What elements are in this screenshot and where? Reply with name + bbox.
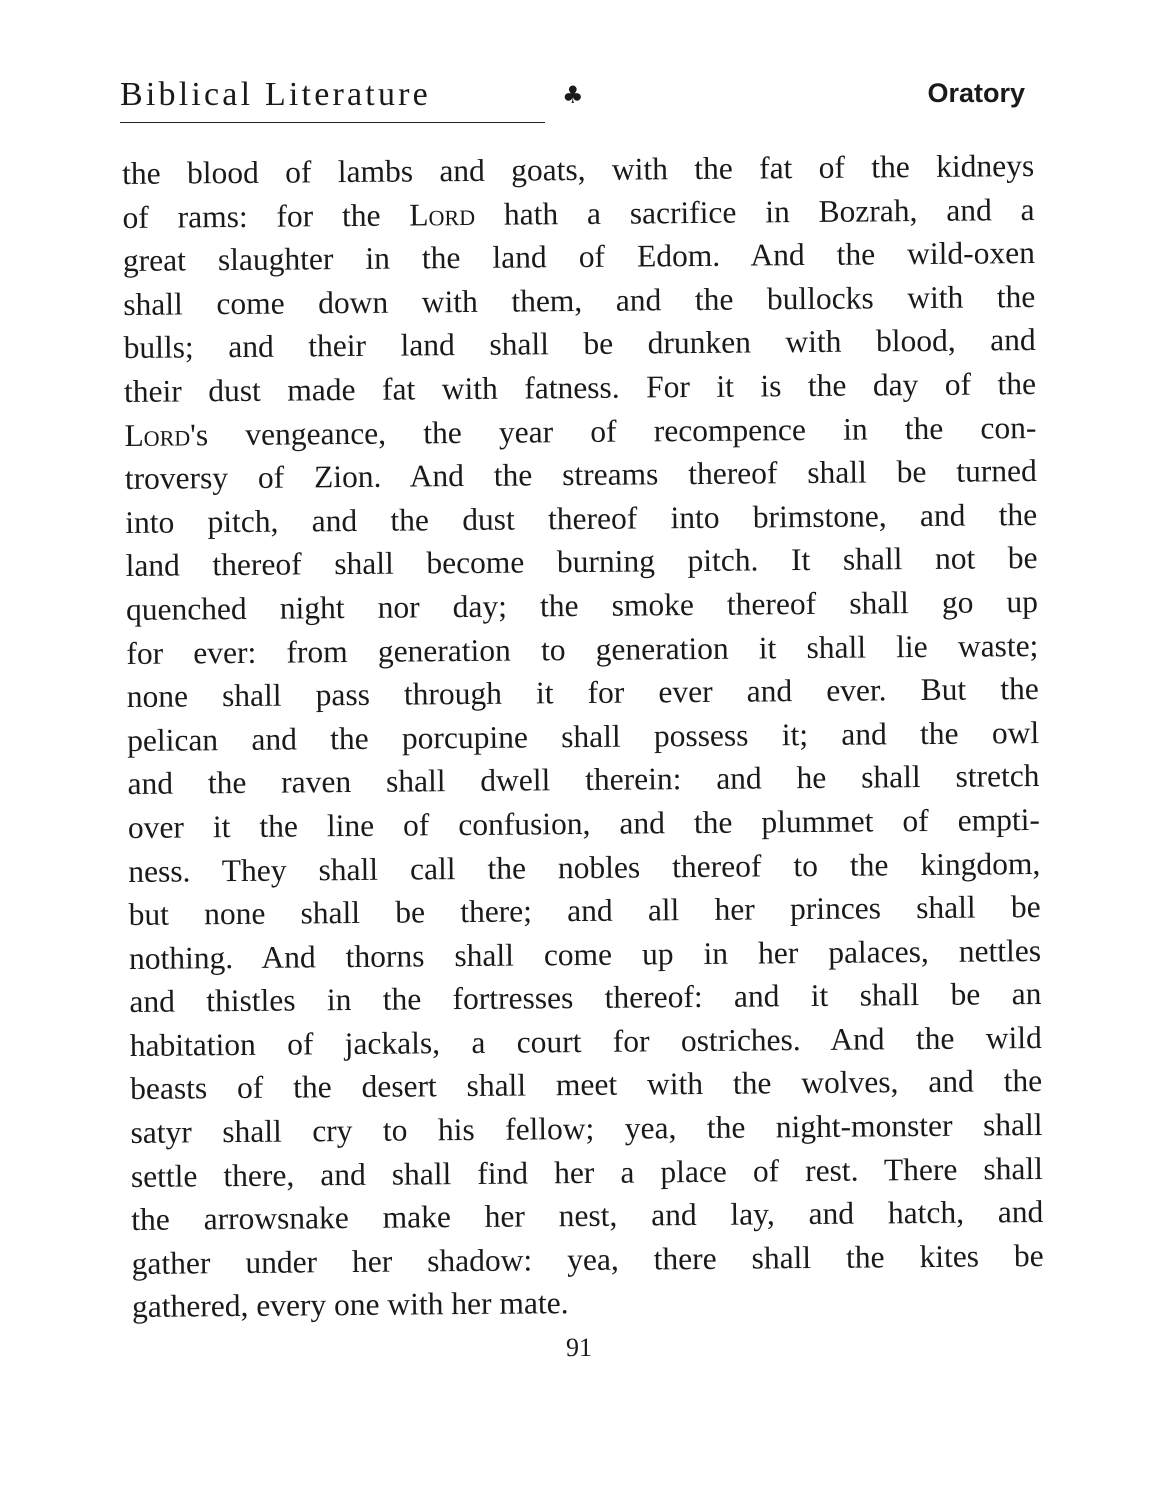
section-title: Oratory (927, 78, 1025, 108)
text-line: quenched night nor day; the smoke thereof shall go up (125, 583, 1039, 627)
text-line: Lord's vengeance, the year of recompence in the con- (124, 409, 1037, 453)
text-line: gather under her shadow: yea, there shall the kites be (131, 1237, 1044, 1281)
text-line: the blood of lambs and goats, with the fat of the kidneys (122, 148, 1035, 191)
text-line: gathered, every one with her mate. (131, 1285, 569, 1325)
fleuron-icon: ♣ (562, 81, 584, 109)
header-rule (120, 122, 545, 123)
text-line: shall come down with them, and the bullocks with the (123, 278, 1036, 322)
text-line: the arrowsnake make her nest, and lay, and hatch, and (131, 1194, 1044, 1238)
running-title: Biblical Literature (120, 76, 431, 113)
text-line: beasts of the desert shall meet with the wolves, and the (130, 1063, 1043, 1107)
text-line: and thistles in the fortresses thereof: and it shall be an (129, 976, 1042, 1020)
text-line: but none shall be there; and all her princes shall be (128, 889, 1041, 933)
text-line: troversy of Zion. And the streams thereof shall be turned (124, 453, 1037, 497)
text-line: bulls; and their land shall be drunken with blood, and (123, 322, 1036, 366)
text-line: and the raven shall dwell therein: and he shall stretch (127, 758, 1040, 802)
text-line: over it the line of confusion, and the plummet of empti- (127, 801, 1041, 845)
text-line: settle there, and shall find her a place of rest. There shall (130, 1150, 1044, 1194)
text-line: habitation of jackals, a court for ostriches. And the wild (129, 1019, 1042, 1063)
text-line: ness. They shall call the nobles thereof to the kingdom, (128, 845, 1041, 889)
text-line: of rams: for the Lord hath a sacrifice in Bozrah, and a (122, 191, 1035, 235)
text-line: for ever: from generation to generation it shall lie waste; (126, 627, 1039, 671)
text-line: their dust made fat with fatness. For it is the day of the (123, 366, 1037, 409)
page-number: 91 (566, 1333, 592, 1362)
text-line: none shall pass through it for ever and ever. But the (126, 671, 1039, 715)
text-line: pelican and the porcupine shall possess it; and the owl (126, 714, 1040, 758)
text-line: great slaughter in the land of Edom. And the wild-oxen (122, 235, 1036, 279)
text-line: nothing. And thorns shall come up in her palaces, nettles (128, 932, 1042, 976)
text-line: into pitch, and the dust thereof into brimstone, and the (125, 496, 1038, 540)
text-line: land thereof shall become burning pitch. It shall not be (125, 540, 1038, 584)
body-text (122, 144, 1044, 1329)
running-header (120, 74, 1025, 134)
small-caps-word: Lord (124, 416, 191, 453)
text-line: satyr shall cry to his fellow; yea, the night-monster shall (130, 1107, 1043, 1151)
small-caps-word: Lord (409, 196, 476, 233)
